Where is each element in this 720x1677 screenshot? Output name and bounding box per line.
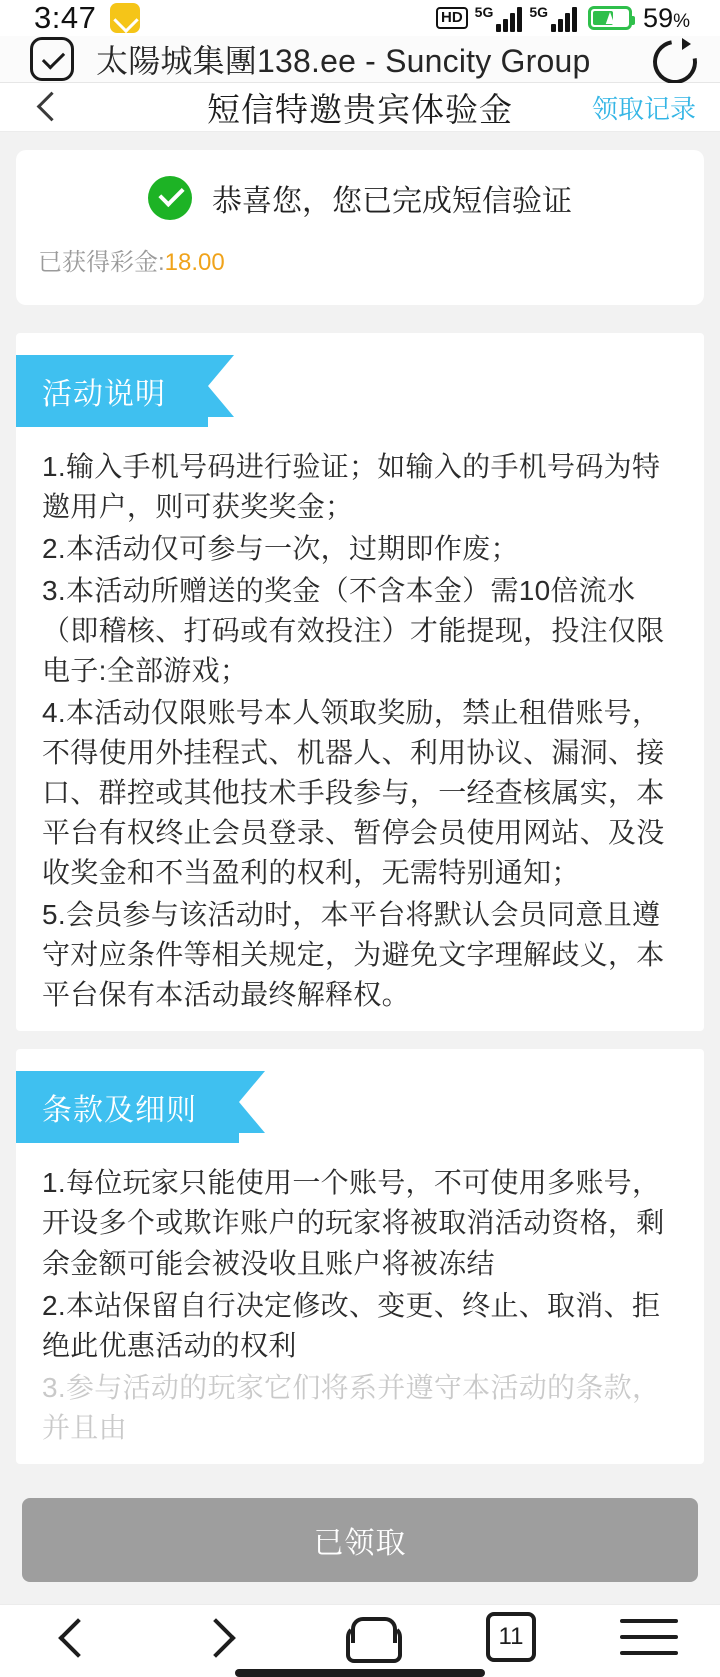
success-message: 恭喜您，您已完成短信验证 [212, 185, 572, 218]
rule-paragraph: 5.会员参与该活动时，本平台将默认会员同意且遵守对应条件等相关规定，为避免文字理解歧义，本平台保有本活动最终解释权。 [42, 899, 665, 1011]
status-clock: 3:47 [34, 0, 97, 35]
section-heading-activity: 活动说明 [16, 355, 208, 427]
rule-paragraph: 2.本活动仅可参与一次，过期即作废； [42, 533, 519, 565]
hd-badge: HD [436, 7, 468, 29]
rule-paragraph: 4.本活动仅限账号本人领取奖励，禁止租借账号，不得使用外挂程式、机器人、利用协议、漏洞、接口、群控或其他技术手段参与，一经查核属实，本平台有权终止会员登录、暂停会员使用网站、及没收奖金和不当盈利的权利，无需特别通知； [42, 697, 665, 889]
gesture-bar[interactable] [235, 1669, 485, 1677]
section-heading-terms: 条款及细则 [16, 1071, 239, 1143]
claim-record-link[interactable]: 领取记录 [591, 93, 696, 124]
bonus-label: 已获得彩金: [38, 249, 165, 276]
section-body-terms [16, 1153, 704, 1447]
claim-button[interactable]: 已领取 [22, 1498, 698, 1582]
page-header [0, 83, 720, 132]
nav-home-icon[interactable] [338, 1605, 402, 1669]
browser-address-bar[interactable] [0, 36, 720, 83]
rule-paragraph: 1.输入手机号码进行验证；如输入的手机号码为特邀用户，则可获奖奖金； [42, 451, 661, 523]
success-row [38, 176, 682, 220]
term-paragraph-cutoff: 3.参与活动的玩家它们将系并遵守本活动的条款，并且由 [42, 1371, 661, 1443]
gesture-area [0, 1669, 720, 1677]
url-text[interactable]: 太陽城集團138.ee - Suncity Group [96, 43, 591, 79]
reload-icon[interactable] [650, 37, 694, 81]
network-label-2: 5G [529, 3, 549, 20]
status-card [16, 150, 704, 305]
battery-percent: 59% [643, 2, 690, 33]
term-paragraph: 1.每位玩家只能使用一个账号，不可使用多账号，开设多个或欺诈账户的玩家将被取消活动资格，剩余金额可能会被没收且账户将被冻结 [42, 1167, 665, 1279]
nav-menu-icon[interactable] [620, 1615, 678, 1659]
bonus-line [38, 242, 682, 277]
back-chevron-icon[interactable] [24, 83, 72, 131]
status-bar-right [436, 3, 690, 34]
signal-group-1 [475, 5, 523, 32]
network-label-1: 5G [474, 3, 494, 20]
signal-bars-2 [551, 6, 577, 32]
claim-button-area [0, 1482, 720, 1604]
shield-check-icon [30, 37, 74, 81]
nav-back-icon[interactable] [42, 1605, 106, 1669]
section-terms [16, 1049, 704, 1463]
section-body-activity [16, 437, 704, 1015]
browser-nav-bar [0, 1604, 720, 1669]
rule-paragraph: 3.本活动所赠送的奖金（不含本金）需10倍流水（即稽核、打码或有效投注）才能提现，投注仅限电子:全部游戏； [42, 575, 665, 687]
signal-bars-1 [496, 6, 522, 32]
nav-tabs-icon[interactable]: 11 [486, 1612, 536, 1662]
battery-icon [588, 6, 632, 30]
signal-group-2 [529, 5, 577, 32]
status-bar-left [34, 0, 140, 36]
term-paragraph: 2.本站保留自行决定修改、变更、终止、取消、拒绝此优惠活动的权利 [42, 1289, 661, 1361]
page-content[interactable] [0, 132, 720, 1482]
page-title: 短信特邀贵宾体验金 [207, 90, 513, 128]
status-bar [0, 0, 720, 36]
bonus-amount: 18.00 [164, 249, 225, 276]
success-check-icon [148, 176, 192, 220]
nav-forward-icon[interactable] [190, 1605, 254, 1669]
note-icon [110, 3, 140, 33]
section-activity-rules [16, 333, 704, 1031]
